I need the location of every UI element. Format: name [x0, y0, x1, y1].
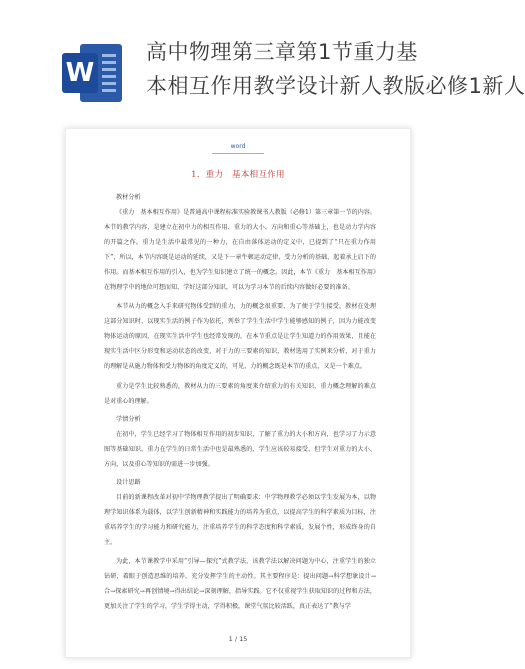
- page-doc-title: 1．重力 基本相互作用: [191, 170, 285, 180]
- paragraph: 重力是学生比较熟悉的，教材从力的三要素的角度来介绍重力的有关知识，重力概念理解的难点是对重心的理解。: [104, 382, 376, 405]
- section-heading: 教材分析: [116, 194, 141, 201]
- word-icon: [62, 44, 122, 102]
- section-heading: 学情分析: [116, 415, 141, 423]
- title-banner: [0, 0, 525, 120]
- page-number: 1 / 15: [228, 635, 248, 643]
- document-page-preview[interactable]: [65, 128, 411, 658]
- paragraph: 本节从力的概念入手来研究物体受到的重力，力的概念很重要，为了便于学生接受，教材在处理这部分知识时，以现实生活的例子作为依托，列举了学生生活中学生能够感知的例子，因为力能改变物体运动的原因，在现实生活中学生也经常发现的，在本节重点是让学生知道力的作用效果，且能在现实生活中区分形变和运动状态的改变，对于力的三要素的知识，教材选用了实例来分析，对于重力的理解是从施力物体和受力物体的角度定义的，可见，力的概念既是本节的重点，又是一个难点。: [104, 303, 376, 371]
- word-icon-letter: W: [62, 53, 98, 93]
- paragraph: 在初中，学生已经学习了物体相互作用的初步知识，了解了重力的大小和方向，也学习了力示意图等基础知识。重力在学生的日常生活中也是最熟悉的，学生应该较易接受，但学生对重力的大小、方向，以及重心等知识的需进一步加强。: [104, 430, 376, 468]
- page-header-label: word: [230, 143, 246, 150]
- page-body: [104, 191, 376, 619]
- paragraph: 目前的新课程改革对初中学物理教学提出了明确要求：中学物理教学必须以学生发展为本，以物理学知识体系为载体，以学生创新精神和实践能力的培养为重点，以提高学生的科学素质为目标，注重培养学生的学习能力和研究能力，注重培养学生的科学态度和科学素质，发展个性，形成终身的自主。: [104, 494, 376, 547]
- paragraph: 《重力 基本相互作用》是普通高中课程标准实验教课书人教版（必修1）第三章第一节的内容。本节的教学内容，是建立在初中力的相互作用、重力的大小、方向和重心等基础上，也是动力学内容的开篇之作。重力是生活中最常见的一种力，在自由落体运动的定义中，已提到了“只在重力作用下”，所以，本节内容既是运动的延续，又是下一章牛顿运动定律、受力分析的基础，起着承上启下的作用。而基本相互作用的引入，也为学生知识建立了统一的概念。因此，本节《重力 基本相互作用》在物理学中的地位可想而知，学好这部分知识，可以为学习本节的后续内容做好必要的准备。: [104, 209, 376, 291]
- page-header-rule: [212, 153, 264, 154]
- section-heading: 设计思路: [116, 479, 141, 487]
- paragraph: 为此，本节课教学中采用“引导—探究”式教学法，该教学法以解决问题为中心，注重学生的独立钻研，着眼于创造思维的培养，充分发挥学生的主动性。其主要程序是：提出问题→科学想象设计→合→探索研究→再创情境→得出结论→深刻理解，指导实践。它不仅重视学生获取知识的过程和方法，更加关注了学生的学习，学生学得主动，学得积极，课堂气氛比较活跃，真正表达了“教与学: [104, 558, 376, 611]
- document-title-line-2: 本相互作用教学设计新人教版必修1新人: [146, 74, 525, 98]
- document-title-line-1: 高中物理第三章第1节重力基: [146, 40, 418, 64]
